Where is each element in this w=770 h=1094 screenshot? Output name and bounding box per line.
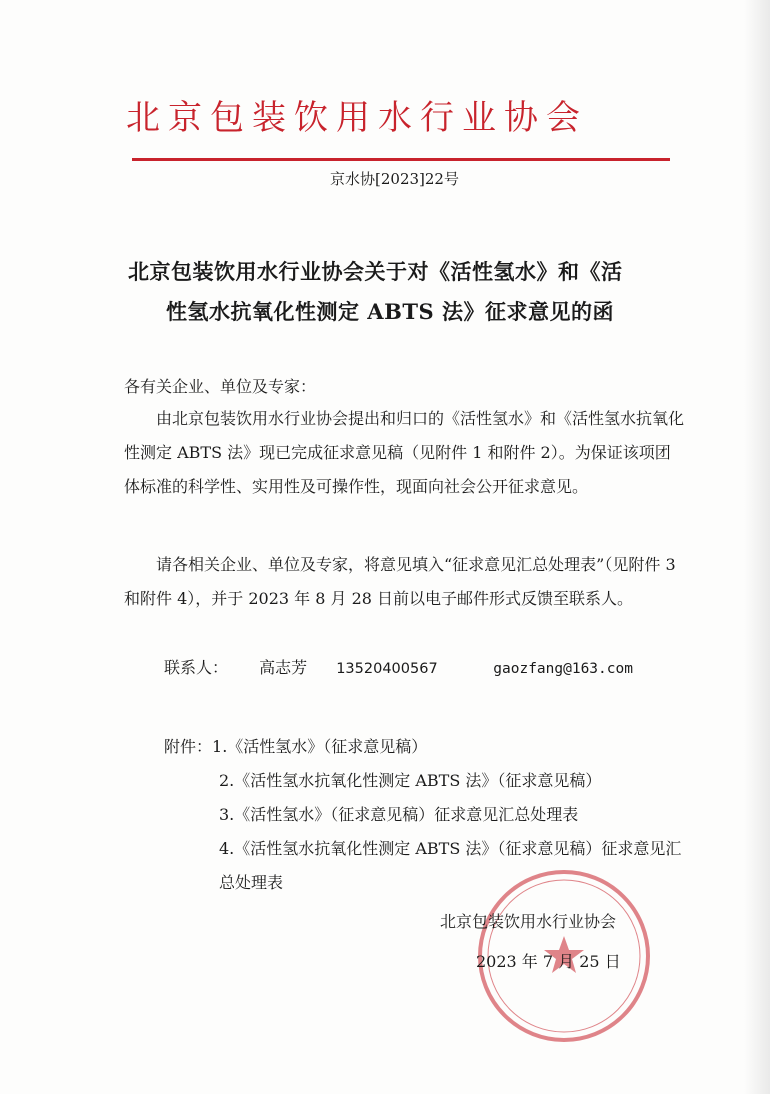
page-edge-shadow bbox=[744, 0, 770, 1094]
contact-label: 联系人： bbox=[164, 658, 229, 677]
paragraph-intro: 由北京包装饮用水行业协会提出和归口的《活性氢水》和《活性氢水抗氧化性测定 ABTS 法》现已完成征求意见稿（见附件 1 和附件 2）。为保证该项团体标准的科学性、实用性及可操作性，现面向社会公开征求意见。 bbox=[124, 409, 685, 496]
signature-org: 北京包装饮用水行业协会 bbox=[440, 912, 617, 931]
attachment-1: 1.《活性氢水》（征求意见稿） bbox=[212, 737, 428, 756]
letterhead-rule bbox=[132, 158, 670, 161]
contact-line bbox=[164, 656, 633, 681]
document-title bbox=[128, 252, 668, 332]
document-number: 京水协[2023]22号 bbox=[330, 170, 459, 188]
signature-block bbox=[440, 902, 621, 982]
org-letterhead: 北京包装饮用水行业协会 bbox=[126, 98, 588, 138]
attachment-3: 3.《活性氢水》（征求意见稿）征求意见汇总处理表 bbox=[219, 805, 579, 824]
title-line-2: 性氢水抗氧化性测定 ABTS 法》征求意见的函 bbox=[166, 299, 614, 324]
paragraph-request: 请各相关企业、单位及专家，将意见填入“征求意见汇总处理表”（见附件 3 和附件 4），并于 2023 年 8 月 28 日前以电子邮件形式反馈至联系人。 bbox=[124, 555, 676, 608]
signature-date: 2023 年 7 月 25 日 bbox=[476, 952, 621, 971]
attachment-4: 4.《活性氢水抗氧化性测定 ABTS 法》（征求意见稿）征求意见汇总处理表 bbox=[219, 839, 682, 892]
salutation: 各有关企业、单位及专家： bbox=[124, 377, 317, 396]
contact-name: 高志芳 bbox=[259, 658, 308, 677]
attachment-item bbox=[124, 730, 684, 764]
contact-email: gaozfang@163.com bbox=[493, 661, 633, 677]
attachments-label: 附件： bbox=[164, 737, 213, 756]
contact-phone: 13520400567 bbox=[336, 661, 438, 677]
attachment-2: 2.《活性氢水抗氧化性测定 ABTS 法》（征求意见稿） bbox=[219, 771, 602, 790]
title-line-1: 北京包装饮用水行业协会关于对《活性氢水》和《活 bbox=[128, 259, 623, 284]
